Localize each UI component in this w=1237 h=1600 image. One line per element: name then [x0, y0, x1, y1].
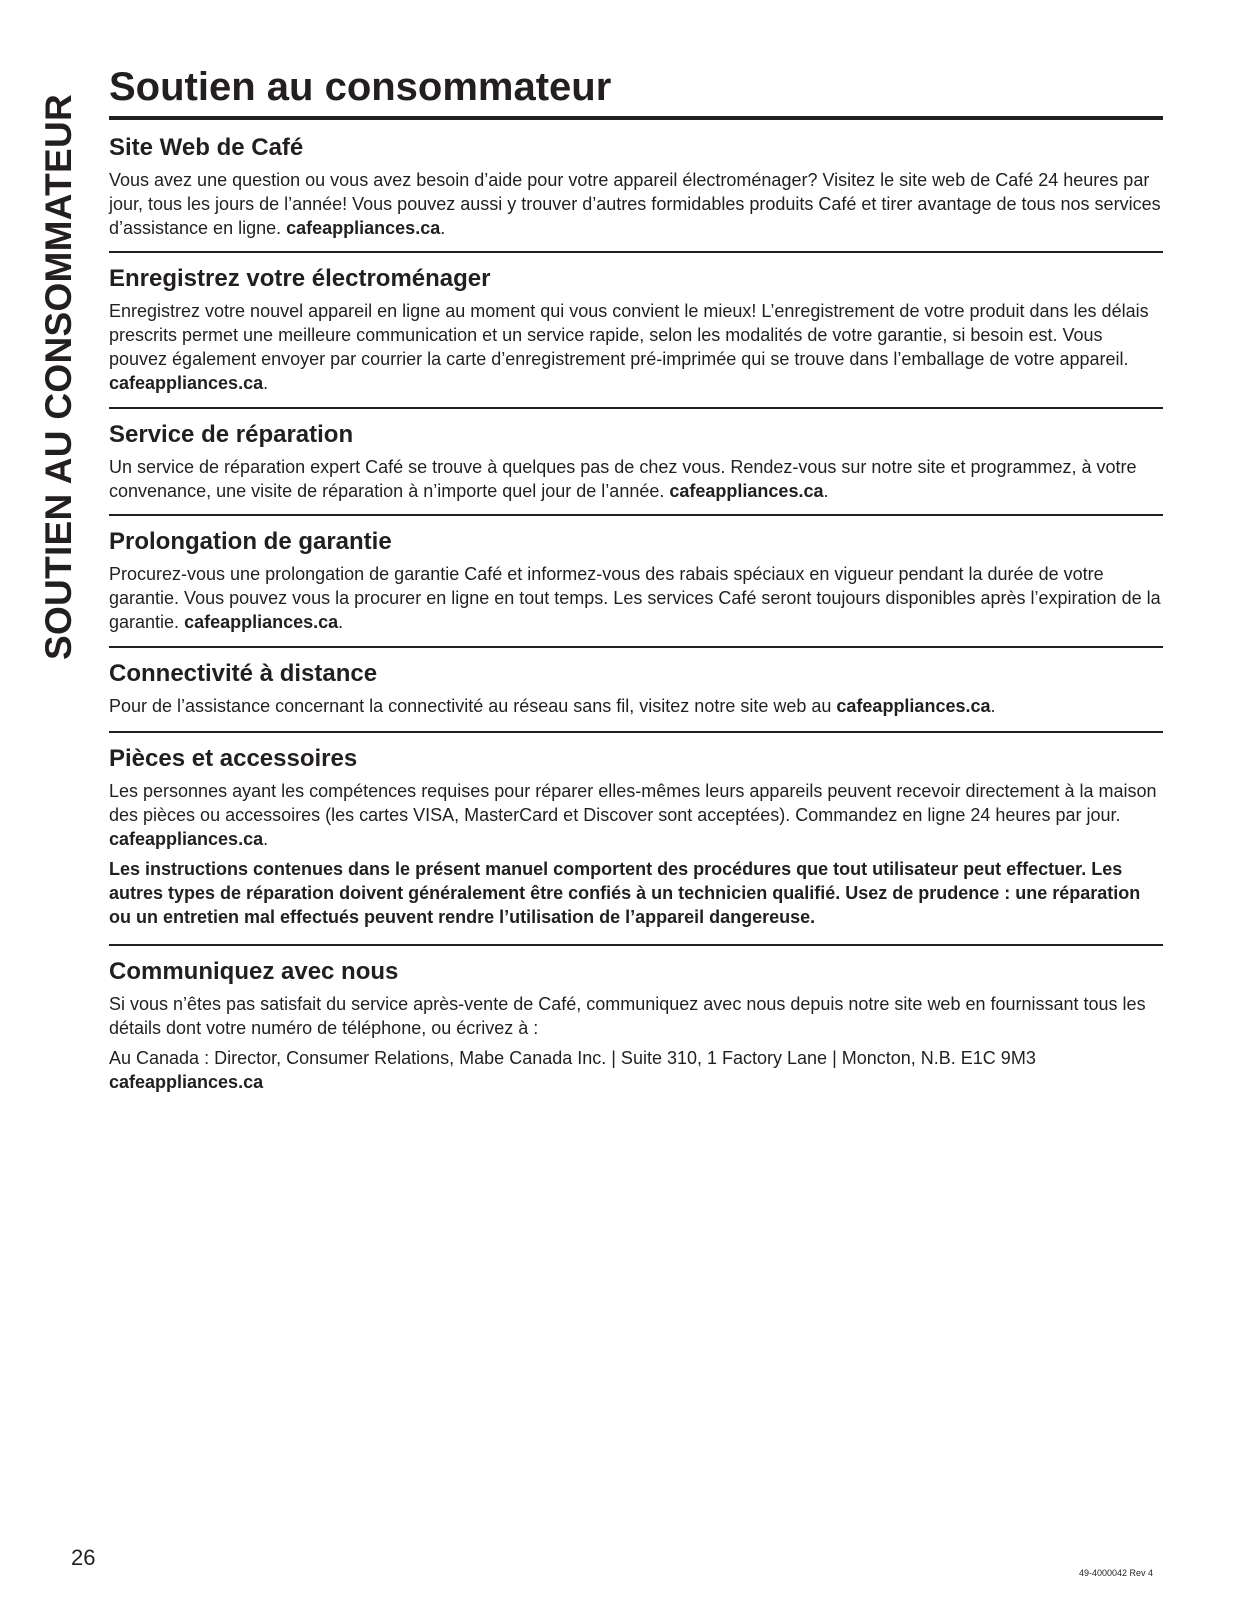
section-text: Procurez-vous une prolongation de garantie Café et informez-vous des rabais spéciaux en vigueur pendant la durée de votre garantie. Vous pouvez vous la procurer en ligne en tout temps. Les services Café seront toujours disponibles après l’expiration de la garantie.: [109, 564, 1161, 632]
punctuation: .: [990, 696, 996, 716]
mailing-address: Au Canada : Director, Consumer Relations, Mabe Canada Inc. | Suite 310, 1 Factory Lane | Moncton, N.B. E1C 9M3: [109, 1048, 1036, 1068]
section-text: Un service de réparation expert Café se trouve à quelques pas de chez vous. Rendez-vous sur notre site et programmez, à votre convenance, une visite de réparation à n’importe quel jour de l’année.: [109, 457, 1137, 501]
section-heading: Connectivité à distance: [109, 660, 378, 687]
side-tab: [34, 72, 84, 682]
section-body: [109, 299, 1163, 395]
section-heading: Enregistrez votre électroménager: [109, 265, 491, 292]
section-text: Enregistrez votre nouvel appareil en ligne au moment qui vous convient le mieux! L’enregistrement de votre produit dans les délais prescrits permet une meilleure communication et un service rapide, selon les modalités de votre garantie, si besoin est. Vous pouvez également envoyer par courrier la carte d’enregistrement pré-imprimée qui se trouve dans l’emballage de votre appareil.: [109, 301, 1149, 369]
section-enregistrez: [109, 253, 1163, 409]
page-title: Soutien au consommateur: [109, 65, 612, 109]
section-body: Si vous n’êtes pas satisfait du service après-vente de Café, communiquez avec nous depuis notre site web en fournissant tous les détails dont votre numéro de téléphone, ou écrivez à :: [109, 994, 1146, 1038]
punctuation: .: [338, 612, 344, 632]
title-rule: [109, 116, 1163, 120]
section-text: Les personnes ayant les compétences requises pour réparer elles-mêmes leurs appareils peuvent recevoir directement à la maison des pièces ou accessoires (les cartes VISA, MasterCard et Discover sont acceptées). Commandez en ligne 24 heures par jour.: [109, 781, 1157, 825]
section-text: Vous avez une question ou vous avez besoin d’aide pour votre appareil électroménager? Visitez le site web de Café 24 heures par jour, tous les jours de l’année! Vous pouvez aussi y trouver d’autres formidables produits Café et tirer avantage de tous nos services d’assistance en ligne.: [109, 170, 1161, 238]
section-heading: Pièces et accessoires: [109, 745, 358, 772]
website-link[interactable]: cafeappliances.ca: [286, 218, 441, 238]
website-link[interactable]: cafeappliances.ca: [836, 696, 991, 716]
section-reparation: [109, 409, 1163, 516]
section-pieces: [109, 733, 1163, 946]
content: [109, 122, 1163, 1094]
section-link-line: [109, 1070, 1163, 1094]
punctuation: .: [263, 373, 269, 393]
section-body: [109, 694, 1163, 718]
section-body: [109, 779, 1163, 851]
section-connectivite: [109, 648, 1163, 733]
website-link[interactable]: cafeappliances.ca: [184, 612, 339, 632]
section-body: [109, 168, 1163, 240]
punctuation: .: [263, 829, 269, 849]
website-link[interactable]: cafeappliances.ca: [109, 829, 264, 849]
page-number: 26: [71, 1545, 96, 1570]
document-code: 49-4000042 Rev 4: [1078, 1568, 1153, 1578]
website-link[interactable]: cafeappliances.ca: [669, 481, 824, 501]
section-heading: Site Web de Café: [109, 134, 304, 161]
section-heading: Service de réparation: [109, 421, 354, 448]
safety-warning: Les instructions contenues dans le présent manuel comportent des procédures que tout utilisateur peut effectuer. Les autres types de réparation doivent généralement être confiés à un technicien qualifié. Usez de prudence : une réparation ou un entretien mal effectués peuvent rendre l’utilisation de l’appareil dangereuse.: [109, 859, 1141, 927]
side-tab-label: SOUTIEN AU CONSOMMATEUR: [38, 93, 79, 661]
section-site-web: [109, 122, 1163, 253]
website-link[interactable]: cafeappliances.ca: [109, 373, 264, 393]
section-body: [109, 562, 1163, 634]
section-heading: Prolongation de garantie: [109, 528, 392, 555]
section-communiquez: [109, 946, 1163, 1094]
section-text: Pour de l’assistance concernant la connectivité au réseau sans fil, visitez notre site web au: [109, 696, 832, 716]
section-heading: Communiquez avec nous: [109, 958, 399, 985]
section-body: [109, 455, 1163, 503]
section-garantie: [109, 516, 1163, 648]
punctuation: .: [823, 481, 829, 501]
website-link[interactable]: cafeappliances.ca: [109, 1072, 264, 1092]
punctuation: .: [440, 218, 446, 238]
